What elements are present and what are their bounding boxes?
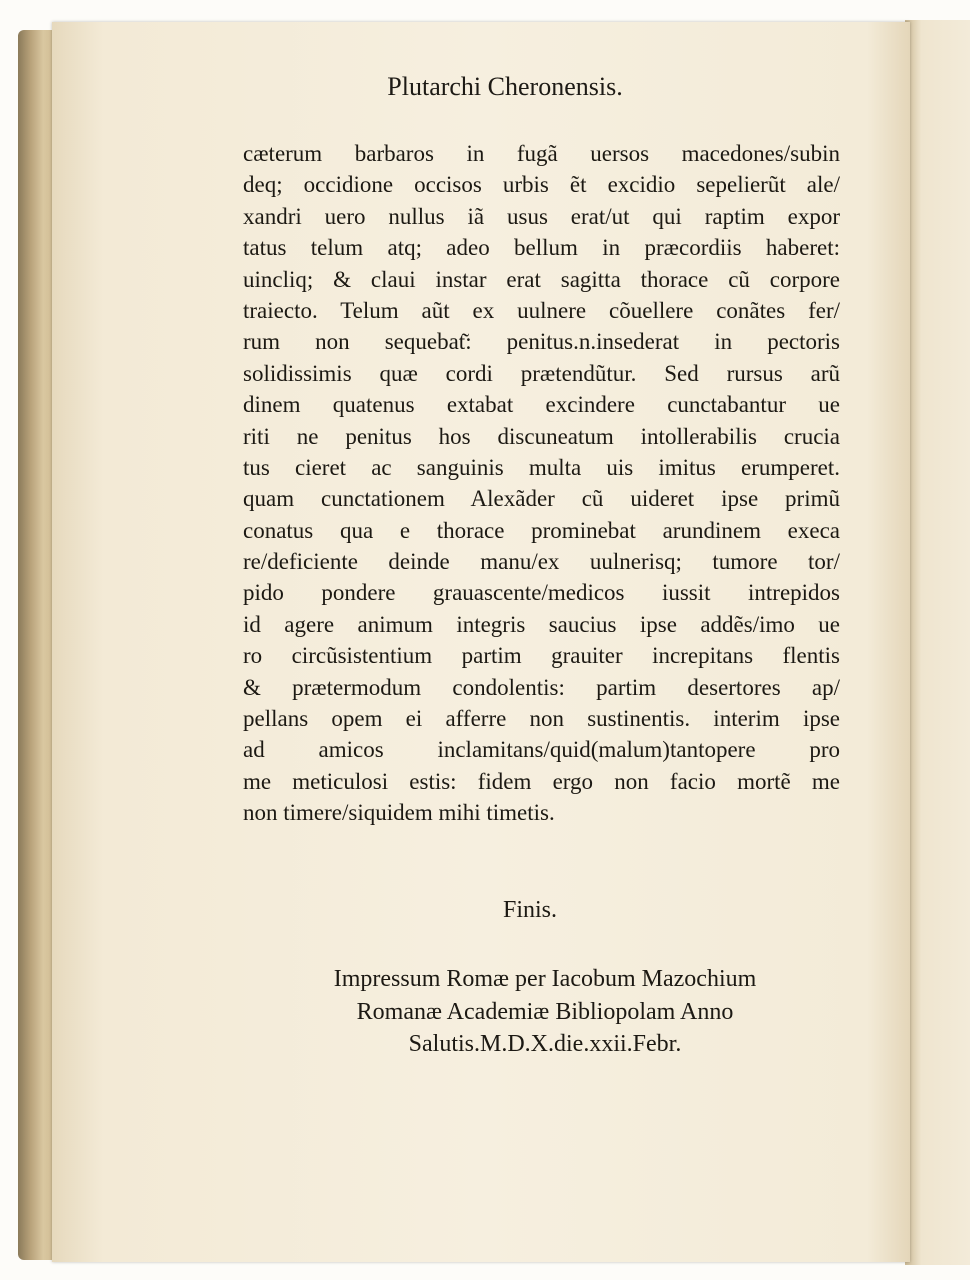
text-line: uincliq; & claui instar erat sagitta thorace cũ corpore [243, 266, 840, 292]
colophon-line: Impressum Romæ per Iacobum Mazochium [333, 966, 757, 992]
text-line: quam cunctationem Alexãder cũ uideret ipse primũ [243, 486, 840, 512]
text-line: solidissimis quæ cordi prætendũtur. Sed rursus arũ [243, 360, 840, 386]
body-text [243, 138, 840, 829]
text-line: ro circũsistentium partim grauiter increpitans flentis [243, 643, 840, 669]
text-line: ad amicos inclamitans/quid(malum)tantopere pro [243, 737, 840, 763]
finis-label: Finis. [502, 897, 558, 923]
text-line: me meticulosi estis: fidem ergo non facio mortẽ me [243, 768, 840, 794]
text-line: tatus telum atq; adeo bellum in præcordiis haberet: [243, 235, 840, 261]
text-line: id agere animum integris saucius ipse addẽs/imo ue [243, 611, 840, 637]
text-line: pido pondere grauascente/medicos iussit intrepidos [243, 580, 840, 606]
text-line: tus cieret ac sanguinis multa uis imitus erumperet. [243, 454, 840, 480]
text-line: conatus qua e thorace prominebat arundinem execa [243, 517, 840, 543]
text-line: riti ne penitus hos discuneatum intollerabilis crucia [243, 423, 840, 449]
text-line: xandri uero nullus iã usus erat/ut qui raptim expor [243, 203, 840, 229]
text-line: cæterum barbaros in fugã uersos macedones/subin [243, 141, 840, 166]
text-line: re/deficiente deinde manu/ex uulnerisq; tumore tor/ [243, 549, 840, 575]
text-line: non timere/siquidem mihi timetis. [243, 800, 555, 826]
colophon [255, 963, 835, 1061]
text-line: rum non sequebat͂: penitus.n.insederat in pectoris [243, 329, 840, 355]
running-head: Plutarchi Cheronensis. [387, 72, 623, 101]
text-line: traiecto. Telum aũt ex uulnere cõuellere conãtes fer/ [243, 297, 840, 323]
facing-page-edge [905, 20, 970, 1265]
text-line: deq; occidione occisos urbis ẽt excidio sepelierũt ale/ [243, 172, 840, 198]
colophon-line: Romanæ Academiæ Bibliopolam Anno [356, 998, 734, 1025]
colophon-line: Salutis.M.D.X.die.xxii.Febr. [408, 1031, 682, 1057]
text-line: pellans opem ei afferre non sustinentis. interim ipse [243, 706, 840, 732]
text-line: & prætermodum condolentis: partim desertores ap/ [243, 674, 840, 700]
text-line: dinem quatenus extabat excindere cunctabantur ue [243, 392, 840, 418]
